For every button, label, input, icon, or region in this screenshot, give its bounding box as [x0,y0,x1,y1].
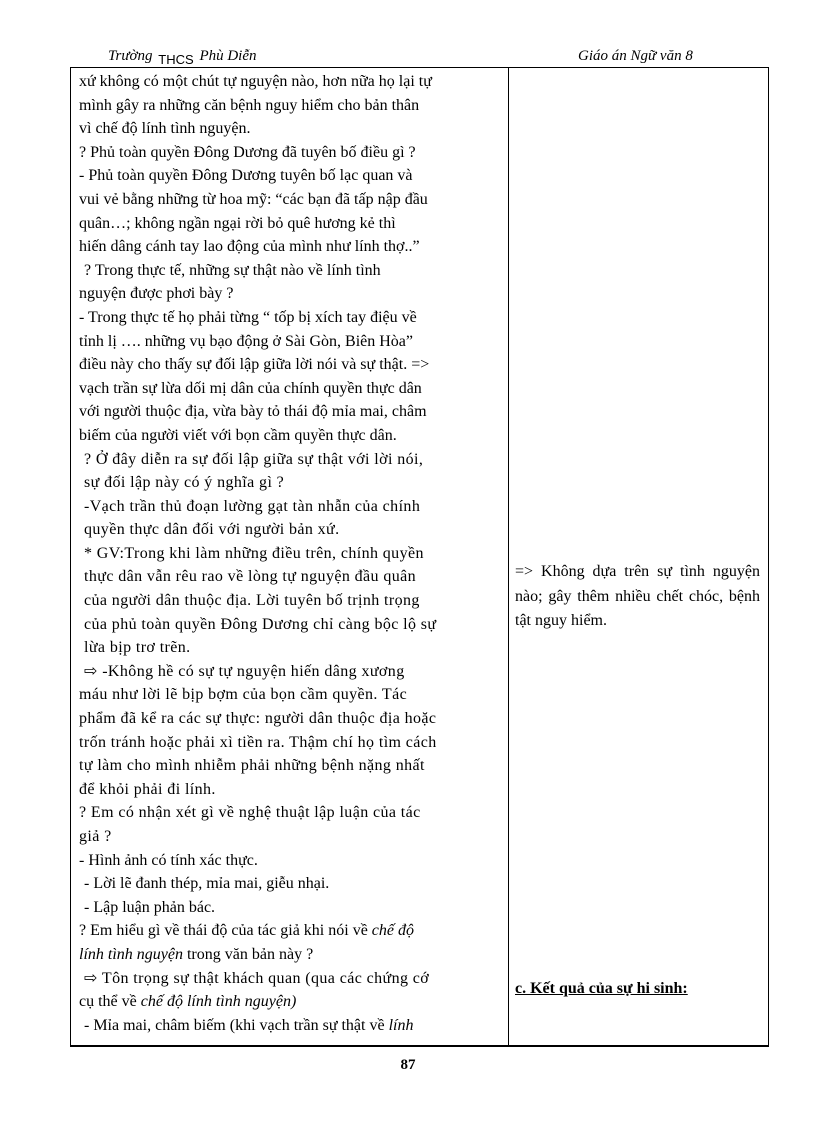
header-school-type: THCS [158,52,194,67]
header-divider [70,67,768,68]
answer-line: - Hình ảnh có tính xác thực. [79,851,258,869]
text-segment: - Mỉa mai, châm biếm (khi vạch trần sự thật về [84,1016,385,1034]
text-line: biếm của người viết với bọn cầm quyền thực dân. [79,426,397,444]
teacher-note-line: lừa bịp trơ trẽn. [84,639,191,657]
conclusion-line: ⇨ Tôn trọng sự thật khách quan (qua các chứng cớ [84,969,430,987]
text-segment: cụ thể về [79,993,137,1011]
text-line: điều này cho thấy sự đối lập giữa lời nói và sự thật. => [79,356,430,374]
answer-line: - Lời lẽ đanh thép, mỉa mai, giễu nhại. [84,875,330,893]
header-subject: Giáo án Ngữ văn 8 [578,48,693,64]
teacher-note-line: thực dân vẫn rêu rao về lòng tự nguyện đầu quân [84,568,417,586]
text-line: trốn tránh hoặc phải xì tiền ra. Thậm chí họ tìm cách [79,733,437,751]
text-line: vì chế độ lính tình nguyện. [79,120,251,138]
question-line: giả ? [79,828,112,845]
text-line: máu như lời lẽ bịp bợm của bọn cầm quyền. Tác [79,686,408,704]
header-school [108,48,257,65]
question-line [79,919,503,943]
italic-term: lính [388,1016,414,1034]
question-line: ? Phủ toàn quyền Đông Dương đã tuyên bố điều gì ? [79,143,416,161]
text-line: xứ không có một chút tự nguyện nào, hơn nữa họ lại tự [79,73,432,90]
text-line: tỉnh lị …. những vụ bạo động ở Sài Gòn, Biên Hòa” [79,332,413,350]
text-line: tự làm cho mình nhiễm phải những bệnh nặng nhất [79,757,425,775]
text-line: phẩm đã kể ra các sự thực: người dân thuộc địa hoặc [79,710,437,728]
text-line: - Phủ toàn quyền Đông Dương tuyên bố lạc quan và [79,167,413,185]
answer-line: - Lập luận phản bác. [84,898,216,916]
teacher-note-line: * GV:Trong khi làm những điều trên, chính quyền [84,544,424,562]
header-school-name: Phù Diễn [199,48,257,64]
summary-note: => Không dựa trên sự tình nguyện nào; gây thêm nhiều chết chóc, bệnh tật nguy hiểm. [515,563,760,629]
table-column-divider [508,67,509,1046]
text-line: quân…; không ngần ngại rời bỏ quê hương kẻ thì [79,214,396,232]
table-left-border [70,67,71,1046]
question-line: sự đối lập này có ý nghĩa gì ? [84,474,285,492]
text-line: -Vạch trần thủ đoạn lường gạt tàn nhẫn của chính [84,497,421,515]
question-line: ? Trong thực tế, những sự thật nào về lính tình [84,261,381,279]
section-heading: c. Kết quả của sự hi sinh: [515,980,688,997]
lesson-content-column [79,70,503,1037]
italic-term: chế độ lính tình nguyện) [140,993,297,1011]
text-line: quyền thực dân đối với người bản xứ. [84,521,340,539]
table-bottom-border [70,1045,769,1047]
question-line [79,943,503,967]
page-number: 87 [400,1057,416,1073]
table-right-border [768,67,769,1046]
italic-term: lính tình nguyện [79,945,183,963]
text-line: để khỏi phải đi lính. [79,780,216,798]
text-line: vui vẻ bằng những từ hoa mỹ: “các bạn đã tấp nập đầu [79,190,428,208]
text-line: với người thuộc địa, vừa bày tỏ thái độ mỉa mai, châm [79,403,427,421]
text-line: hiến dâng cánh tay lao động của mình như lính thợ..” [79,238,420,256]
text-line [79,990,503,1014]
question-line: ? Ở đây diễn ra sự đối lập giữa sự thật với lời nói, [84,450,424,468]
text-line [79,1014,503,1038]
header-school-prefix: Trường [108,48,153,64]
text-segment: ? Em hiểu gì về thái độ của tác giả khi nói về [79,922,368,940]
text-line: vạch trần sự lừa dối mị dân của chính quyền thực dân [79,379,422,397]
teacher-note-line: của người dân thuộc địa. Lời tuyên bố trịnh trọng [84,592,420,610]
question-line: ? Em có nhận xét gì về nghệ thuật lập luận của tác [79,804,421,822]
teacher-note-line: của phủ toàn quyền Đông Dương chỉ càng bộc lộ sự [84,615,437,633]
text-line: - Trong thực tế họ phải từng “ tốp bị xích tay điệu về [79,308,417,326]
italic-term: chế độ [371,922,414,940]
question-line: nguyện được phơi bày ? [79,285,234,303]
text-line: mình gây ra những căn bệnh nguy hiểm cho bản thân [79,96,420,114]
conclusion-line: ⇨ -Không hề có sự tự nguyện hiến dâng xương [84,662,405,680]
text-segment: trong văn bản này ? [186,945,314,963]
